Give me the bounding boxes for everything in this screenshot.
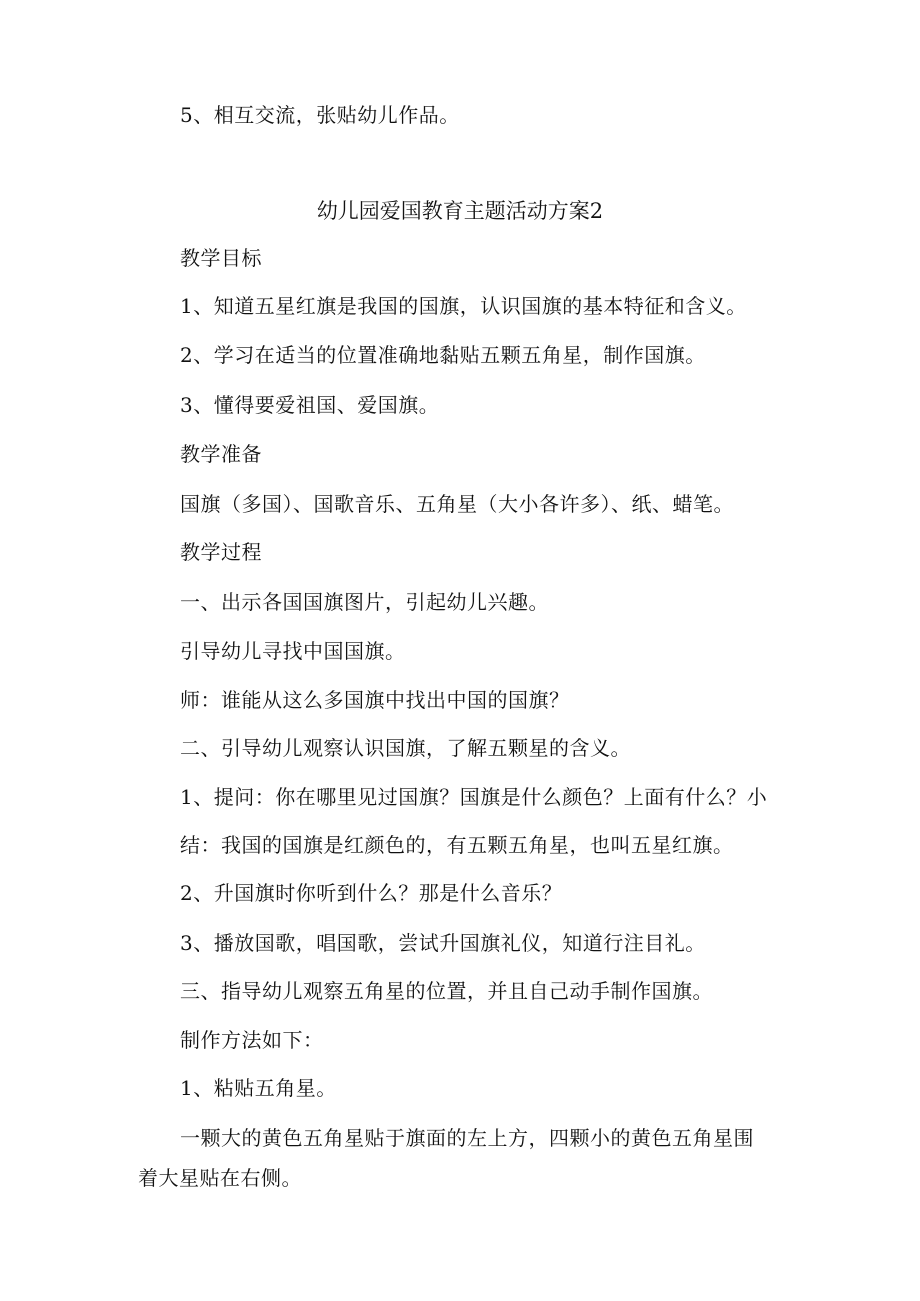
step-1: 一、出示各国国旗图片，引起幼儿兴趣。 bbox=[180, 590, 549, 614]
method-1: 1、粘贴五角星。 bbox=[180, 1076, 337, 1100]
section-title: 幼儿园爱国教育主题活动方案2 bbox=[316, 199, 604, 223]
goal-item-2: 2、学习在适当的位置准确地黏贴五颗五角星，制作国旗。 bbox=[180, 343, 706, 367]
goal-item-3: 3、懂得要爱祖国、爱国旗。 bbox=[180, 393, 440, 417]
step-2-question-2: 2、升国旗时你听到什么？那是什么音乐？ bbox=[180, 881, 563, 905]
step-2-question-3: 3、播放国歌，唱国歌，尝试升国旗礼仪，知道行注目礼。 bbox=[180, 931, 706, 955]
heading-prep: 教学准备 bbox=[180, 442, 262, 466]
heading-goals: 教学目标 bbox=[180, 246, 262, 270]
step-2-question-1: 1、提问：你在哪里见过国旗？国旗是什么颜色？上面有什么？小 bbox=[180, 785, 768, 809]
prep-text: 国旗（多国）、国歌音乐、五角星（大小各许多）、纸、蜡笔。 bbox=[180, 492, 734, 516]
method-title: 制作方法如下： bbox=[180, 1028, 324, 1052]
method-1-description: 一颗大的黄色五角星贴于旗面的左上方，四颗小的黄色五角星围着大星贴在右侧。 bbox=[138, 1126, 754, 1190]
step-1-b: 师：谁能从这么多国旗中找出中国的国旗？ bbox=[180, 688, 570, 712]
paragraph-line: 5、相互交流，张贴幼儿作品。 bbox=[180, 103, 460, 127]
step-2-question-1-cont: 结：我国的国旗是红颜色的，有五颗五角星，也叫五星红旗。 bbox=[180, 833, 734, 857]
step-3: 三、指导幼儿观察五角星的位置，并且自己动手制作国旗。 bbox=[180, 979, 713, 1003]
step-2: 二、引导幼儿观察认识国旗，了解五颗星的含义。 bbox=[180, 736, 631, 760]
goal-item-1: 1、知道五星红旗是我国的国旗，认识国旗的基本特征和含义。 bbox=[180, 294, 747, 318]
heading-process: 教学过程 bbox=[180, 540, 262, 564]
step-1-a: 引导幼儿寻找中国国旗。 bbox=[180, 639, 406, 663]
